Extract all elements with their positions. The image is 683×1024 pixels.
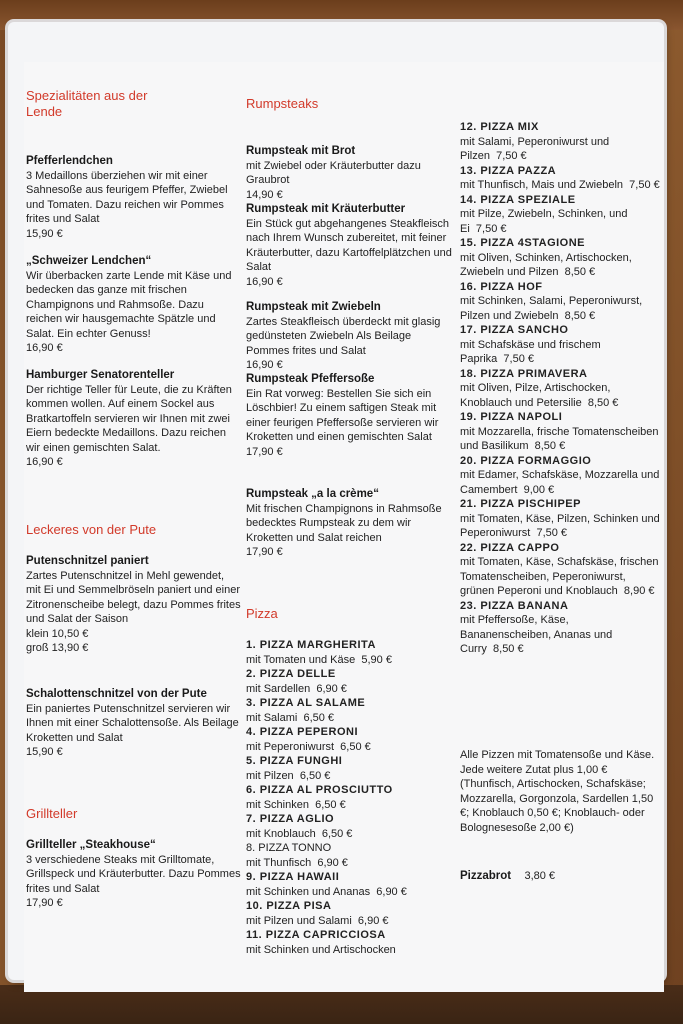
pizza-name: 13. PIZZA PAZZA (460, 164, 557, 177)
pizza-description: mit Tomaten, Käse, Schafskäse, frischen Tomatenscheiben, Peperoniwurst, grünen Peperoni und Knoblauch (460, 556, 659, 597)
pizza-name: 18. PIZZA PRIMAVERA (460, 367, 588, 380)
pizza-name: 15. PIZZA 4STAGIONE (460, 237, 586, 249)
extras-note-text: Alle Pizzen mit Tomatensoße und Käse. Jede weitere Zutat plus 1,00 € (Thunfisch, Artischocken, Schafskäse; Mozzarella, Gorgonzola, Sardellen 1,50 €; Knoblauch 0,50 €; Knoblauch- oder Bolognesesoße 2,00 €) (460, 749, 655, 834)
item-description: Zartes Steakfleisch überdeckt mit glasig gedünsteten Zwiebeln Als Beilage Pommes frites und Salat (246, 315, 441, 357)
pizza-item (246, 812, 456, 841)
item-description: Ein Rat vorweg: Bestellen Sie sich ein Löschbier! Zu einem saftigen Steak mit einer feurigen Pfeffersoße servieren wir Kroketten und einen gemischten Salat (246, 387, 439, 443)
section-lende (26, 88, 241, 120)
pizza-price: 6,90 € (317, 856, 348, 869)
pizza-list-continued (460, 120, 660, 657)
menu-item (246, 300, 456, 373)
pizza-name: 2. PIZZA DELLE (246, 668, 336, 680)
pizza-description: mit Edamer, Schafskäse, Mozzarella und Camembert (460, 469, 660, 496)
menu-item (26, 838, 241, 911)
section-heading: Rumpsteaks (246, 96, 319, 111)
pizza-description: mit Mozzarella, frische Tomatenscheiben und Basilikum (460, 425, 659, 452)
pizza-description: mit Thunfisch, Mais und Zwiebeln (460, 179, 624, 191)
item-description: Der richtige Teller für Leute, die zu Kräften kommen wollen. Auf einem Sockel aus Bratkartoffeln servieren wir Ihnen mit zwei Eiern bedeckte Medaillons. Dazu reichen wir einen gemischten Salat. (26, 383, 232, 454)
section-heading: Spezialitäten aus der Lende (26, 88, 148, 119)
pizza-item (246, 783, 456, 812)
pizza-description: mit Oliven, Pilze, Artischocken, Knoblauch und Petersilie (460, 382, 611, 409)
pizza-name: 21. PIZZA PISCHIPEP (460, 498, 581, 510)
section-pute (26, 522, 241, 538)
menu-page (24, 62, 664, 992)
pizza-price: 5,90 € (361, 653, 392, 666)
pizza-price: 6,90 € (357, 914, 389, 927)
menu-item (26, 254, 241, 356)
pizza-price: 8,50 € (587, 396, 619, 409)
pizza-price: 6,50 € (299, 769, 331, 782)
menu-item (246, 202, 456, 289)
pizza-price: 6,90 € (376, 885, 407, 898)
menu-item (26, 554, 241, 656)
menu-item (246, 144, 456, 202)
pizza-description: mit Thunfisch (246, 856, 312, 869)
pizza-description: mit Oliven, Schinken, Artischocken, Zwiebeln und Pilzen (460, 251, 632, 278)
pizza-item (246, 899, 456, 928)
item-title: Rumpsteak „a la crème“ (246, 488, 379, 500)
pizza-name: 3. PIZZA AL SALAME (246, 697, 366, 709)
item-description: Ein paniertes Putenschnitzel servieren wir Ihnen mit einer Schalottensoße. Als Beilage Kroketten und Salat (26, 702, 239, 744)
pizza-extras-note (460, 748, 660, 835)
item-description: Wir überbacken zarte Lende mit Käse und bedecken das ganze mit frischen Champignons und Rahmsoße. Dazu reichen wir hausgemachte Spätzle und Salat. Ein echter Genuss! (26, 269, 232, 340)
pizza-name: 16. PIZZA HOF (460, 280, 543, 293)
pizza-price: 9,00 € (523, 483, 555, 496)
pizza-item (460, 164, 660, 193)
section-heading: Leckeres von der Pute (26, 522, 157, 537)
pizza-name: 6. PIZZA AL PROSCIUTTO (246, 784, 393, 796)
pizza-item (246, 928, 456, 957)
menu-item (246, 372, 456, 459)
pizza-price: 7,50 € (496, 150, 527, 162)
pizza-description: mit Schinken und Artischocken (246, 943, 396, 956)
section-grill (26, 806, 241, 822)
pizza-item (460, 497, 660, 541)
item-description: Zartes Putenschnitzel in Mehl gewendet, mit Ei und Semmelbröseln paniert und einer Zitronenscheibe belegt, dazu Pommes frites und Salat der Saison (26, 569, 241, 625)
pizzabrot-label: Pizzabrot (460, 870, 512, 882)
pizza-name: 14. PIZZA SPEZIALE (460, 193, 576, 206)
pizza-description: mit Pilzen und Salami (246, 914, 352, 927)
item-price: 16,90 € (246, 275, 283, 288)
pizza-price: 8,50 € (493, 643, 524, 655)
pizza-description: mit Pfeffersoße, Käse, Bananenscheiben, Ananas und Curry (460, 614, 613, 655)
pizza-name: 19. PIZZA NAPOLI (460, 411, 563, 423)
pizza-description: mit Schinken, Salami, Peperoniwurst, Pilzen und Zwiebeln (460, 295, 643, 322)
pizza-price: 8,50 € (564, 309, 596, 322)
item-description: Mit frischen Champignons in Rahmsoße bedecktes Rumpsteak zu dem wir Kroketten und Salat reichen (246, 502, 442, 544)
pizza-item (460, 323, 660, 367)
pizzabrot-price: 3,80 € (524, 870, 556, 882)
pizza-item (460, 410, 660, 454)
pizza-description: mit Pilzen (246, 769, 294, 782)
item-title: „Schweizer Lendchen“ (26, 255, 152, 267)
pizza-item (246, 667, 456, 696)
section-pizza (246, 606, 456, 622)
menu-item (26, 154, 241, 241)
section-heading: Pizza (246, 606, 278, 621)
pizza-price: 6,50 € (315, 798, 346, 811)
item-title: Rumpsteak mit Zwiebeln (246, 301, 381, 313)
pizza-name: 11. PIZZA CAPRICCIOSA (246, 929, 386, 941)
menu-item (246, 487, 456, 560)
section-heading: Grillteller (26, 806, 78, 821)
pizza-description: mit Sardellen (246, 682, 311, 695)
pizza-name: 7. PIZZA AGLIO (246, 813, 335, 825)
item-price: 16,90 € (246, 359, 283, 371)
item-title: Putenschnitzel paniert (26, 555, 149, 567)
pizza-name: 5. PIZZA FUNGHI (246, 755, 343, 767)
pizza-name: 17. PIZZA SANCHO (460, 324, 569, 336)
item-price-small: klein 10,50 € (26, 627, 89, 640)
pizza-price: 7,50 € (475, 222, 507, 235)
pizza-price: 7,50 € (629, 179, 660, 191)
menu-item (26, 687, 241, 760)
item-price: 17,90 € (246, 546, 283, 558)
item-title: Pfefferlendchen (26, 155, 113, 167)
pizza-description: mit Peperoniwurst (246, 740, 335, 753)
item-price: 16,90 € (26, 342, 63, 354)
item-title: Rumpsteak mit Kräuterbutter (246, 203, 406, 215)
pizza-item (246, 696, 456, 725)
item-price: 15,90 € (26, 746, 63, 758)
pizza-price: 8,90 € (623, 585, 655, 597)
pizza-item (246, 725, 456, 754)
pizza-item (460, 120, 660, 164)
pizza-name: 22. PIZZA CAPPO (460, 541, 560, 554)
pizza-price: 8,50 € (534, 440, 566, 452)
pizza-item (460, 454, 660, 498)
pizza-item (460, 367, 660, 411)
pizza-item (460, 599, 660, 657)
item-title: Schalottenschnitzel von der Pute (26, 688, 207, 700)
pizza-item (246, 638, 456, 667)
pizza-item (246, 841, 456, 870)
item-description: 3 Medaillons überziehen wir mit einer Sahnesoße aus feurigem Pfeffer, Zwiebel und Tomaten. Dazu reichen wir Pommes frites und Salat (26, 169, 228, 225)
pizza-price: 6,50 € (303, 711, 335, 724)
pizza-item (246, 754, 456, 783)
pizza-price: 7,50 € (536, 527, 568, 539)
pizza-name: 8. PIZZA TONNO (246, 842, 332, 854)
pizza-description: mit Schinken und Ananas (246, 885, 371, 898)
pizza-price: 6,50 € (340, 740, 371, 753)
pizza-name: 4. PIZZA PEPERONI (246, 726, 359, 738)
item-description: mit Zwiebel oder Kräuterbutter dazu Graubrot (246, 159, 421, 186)
item-price-large: groß 13,90 € (26, 642, 89, 654)
pizza-description: mit Schinken (246, 798, 309, 811)
pizza-name: 10. PIZZA PISA (246, 900, 332, 912)
pizza-name: 1. PIZZA MARGHERITA (246, 639, 376, 651)
pizza-name: 9. PIZZA HAWAII (246, 871, 340, 883)
pizza-item (460, 236, 660, 280)
item-title: Grillteller „Steakhouse“ (26, 839, 156, 851)
item-price: 14,90 € (246, 188, 283, 201)
pizza-description: mit Salami, Peperoniwurst und Pilzen (460, 135, 610, 162)
pizza-list (246, 638, 456, 957)
pizza-description: mit Pilze, Zwiebeln, Schinken, und Ei (460, 208, 628, 235)
pizza-price: 6,50 € (321, 827, 353, 840)
item-title: Hamburger Senatorenteller (26, 369, 175, 381)
pizza-price: 8,50 € (564, 266, 596, 278)
pizza-description: mit Schafskäse und frischem Paprika (460, 338, 601, 365)
item-price: 17,90 € (26, 897, 63, 909)
menu-sleeve (8, 22, 664, 980)
pizza-price: 6,90 € (316, 682, 347, 695)
pizzabrot-item (460, 866, 660, 884)
pizza-description: mit Tomaten, Käse, Pilzen, Schinken und Peperoniwurst (460, 512, 660, 539)
pizza-item (460, 280, 660, 324)
item-price: 16,90 € (26, 456, 63, 468)
pizza-item (246, 870, 456, 899)
item-description: Ein Stück gut abgehangenes Steakfleisch nach Ihrem Wunsch zubereitet, mit feiner Kräuterbutter, dazu Kartoffelplätzchen und Salat (246, 217, 452, 273)
pizza-price: 7,50 € (503, 353, 535, 365)
pizza-item (460, 541, 660, 599)
section-rumpsteaks (246, 96, 456, 112)
item-title: Rumpsteak mit Brot (246, 145, 356, 157)
pizza-description: mit Knoblauch (246, 827, 316, 840)
pizza-item (460, 193, 660, 237)
menu-item (26, 368, 241, 470)
pizza-name: 23. PIZZA BANANA (460, 599, 569, 612)
pizza-description: mit Tomaten und Käse (246, 653, 356, 666)
pizza-description: mit Salami (246, 711, 298, 724)
item-title: Rumpsteak Pfeffersoße (246, 373, 375, 385)
pizza-name: 12. PIZZA MIX (460, 121, 539, 133)
item-price: 17,90 € (246, 445, 283, 458)
item-price: 15,90 € (26, 227, 63, 240)
item-description: 3 verschiedene Steaks mit Grilltomate, Grillspeck und Kräuterbutter. Dazu Pommes frites und Salat (26, 853, 241, 895)
pizza-name: 20. PIZZA FORMAGGIO (460, 454, 592, 467)
